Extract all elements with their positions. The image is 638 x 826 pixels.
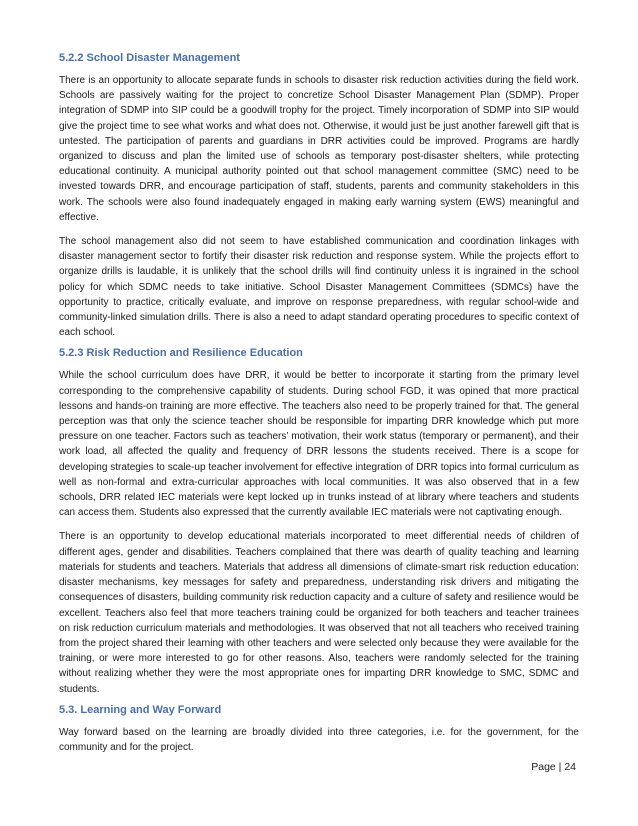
paragraph-5-3-1: Way forward based on the learning are broadly divided into three categories, i.e. for the government, for the community and for the project. [59,726,579,753]
page-number: Page | 24 [531,761,576,773]
section-heading-5-3: 5.3. Learning and Way Forward [59,703,222,716]
paragraph-5-2-2-1: There is an opportunity to allocate separate funds in schools to disaster risk reduction activities during the field work. Schools are passively waiting for the project to concretize School Disaster Management Plan (SDMP). Proper integration of SDMP into SIP could be a goodwill trophy for the project. Timely incorporation of SDMP into SIP would give the project time to see what works and what does not. Otherwise, it would just be just another farewell gift that is untested. The participation of parents and guardians in DRR activities could be improved. Programs are hardly organized to discuss and plan the limited use of schools as temporary post-disaster shelters, while protecting educational continuity. A municipal authority pointed out that school management committee (SMC) need to be invested towards DRR, and encourage participation of staff, students, parents and community stakeholders in this work. The schools were also found inadequately engaged in making early warning system (EWS) meaningful and effective. [59,75,579,223]
paragraph-5-2-3-2: There is an opportunity to develop educational materials incorporated to meet differential needs of children of different ages, gender and disabilities. Teachers complained that there was dearth of quality teaching and learning materials for students and teachers. Materials that address all dimensions of climate-smart risk reduction education: disaster mechanisms, key messages for safety and preparedness, understanding risk drivers and mitigating the consequences of disasters, building community risk reduction capacity and a culture of safety and resilience would be excellent. Teachers also feel that more teachers training could be organized for both teachers and teacher trainees on risk reduction curriculum materials and methodologies. It was observed that not all teachers who received training from the project shared their learning with other teachers and were selected only because they were available for the training, or were more interested to go for other reasons. Also, teachers were randomly selected for the training without realizing whether they were the most appropriate ones for imparting DRR knowledge to SMC, SDMC and students. [59,531,579,695]
paragraph-5-2-2-2: The school management also did not seem to have established communication and coordination linkages with disaster management sector to fortify their disaster risk reduction and response system. While the projects effort to organize drills is laudable, it is unlikely that the school drills will find continuity unless it is ingrained in the school policy for which SDMC needs to take initiative. School Disaster Management Committees (SDMCs) have the opportunity to practice, critically evaluate, and improve on response preparedness, with regular school-wide and community-linked simulation drills. There is also a need to adapt standard operating procedures to specific context of each school. [59,236,579,339]
page-content [59,50,579,764]
section-heading-5-2-3: 5.2.3 Risk Reduction and Resilience Education [59,347,303,360]
paragraph-5-2-3-1: While the school curriculum does have DRR, it would be better to incorporate it starting from the primary level corresponding to the comprehensive capability of students. During school FGD, it was opined that more practical lessons and hands-on training are more effective. The teachers also need to be properly trained for that. The general perception was that only the science teacher should be responsible for imparting DRR knowledge which put more pressure on one teacher. Factors such as teachers’ motivation, their work status (temporary or permanent), and their work load, all affected the quality and frequency of DRR lessons the students received. There is a scope for developing strategies to scale-up teacher involvement for effective integration of DRR topics into formal curriculum as well as non-formal and extra-curricular approaches with local communities. It was also observed that in a few schools, DRR related IEC materials were kept locked up in trunks instead of at library where teachers and students can access them. Students also expressed that the currently available IEC materials were not captivating enough. [59,370,579,519]
section-heading-5-2-2: 5.2.2 School Disaster Management [59,52,240,64]
